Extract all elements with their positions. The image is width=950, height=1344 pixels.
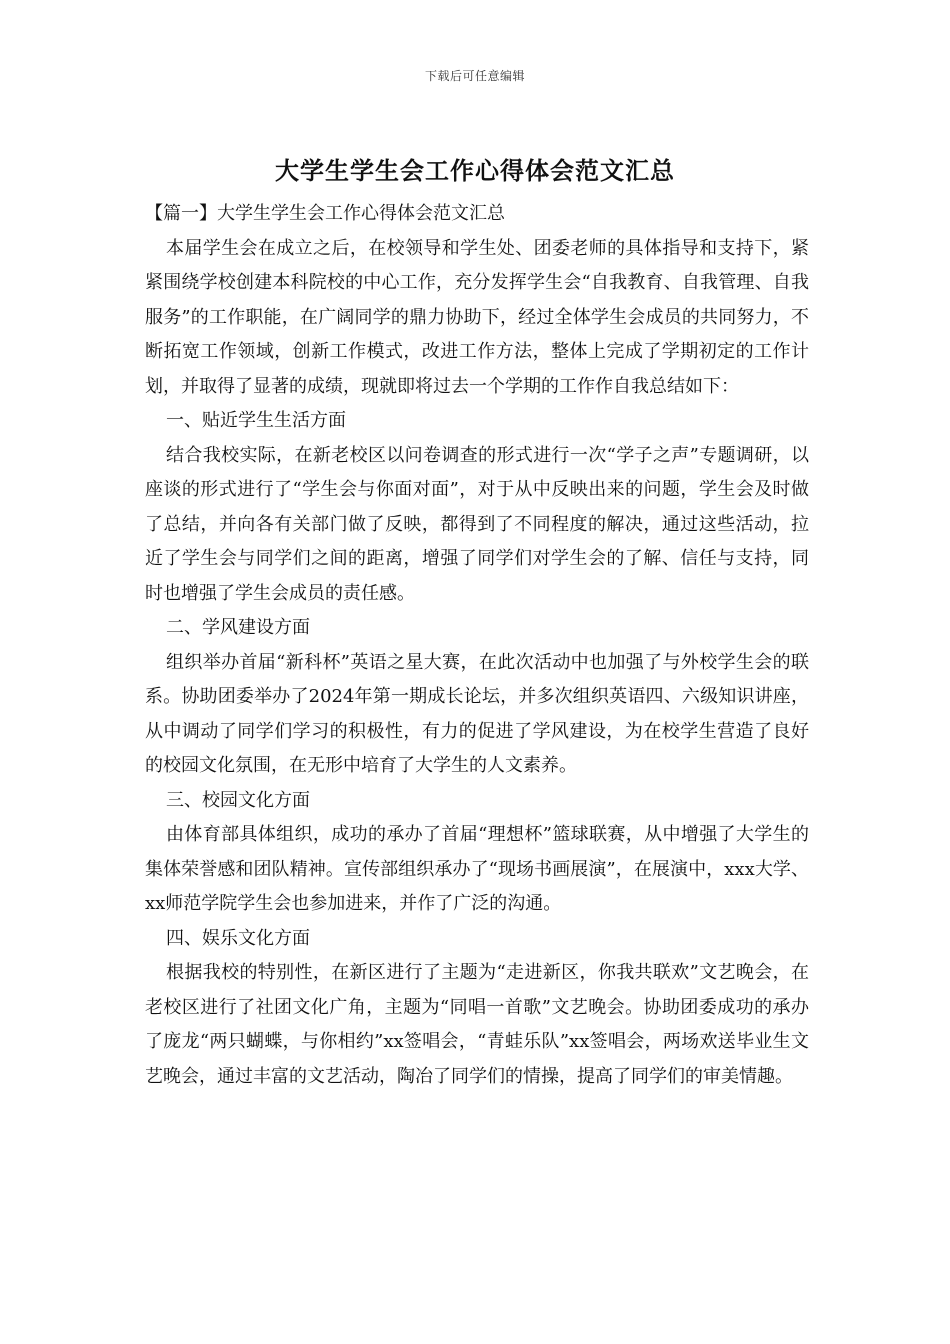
section-label: 【篇一】大学生学生会工作心得体会范文汇总 <box>145 203 505 224</box>
paragraph-campus-culture: 由体育部具体组织，成功的承办了首届“理想杯”篮球联赛，从中增强了大学生的集体荣誉感和团队精神。宣传部组织承办了“现场书画展演”，在展演中，xxx大学、xx师范学院学生会也参加进来，并作了广泛的沟通。 <box>145 824 809 914</box>
header-note: 下载后可任意编辑 <box>424 69 525 83</box>
heading-campus-culture: 三、校园文化方面 <box>166 789 310 811</box>
paragraph-study-style: 组织举办首届“新科杯”英语之星大赛，在此次活动中也加强了与外校学生会的联系。协助团委举办了2024年第一期成长论坛，并多次组织英语四、六级知识讲座，从中调动了同学们学习的积极性，有力的促进了学风建设，为在校学生营造了良好的校园文化氛围，在无形中培育了大学生的人文素养。 <box>145 651 809 776</box>
heading-student-life: 一、贴近学生生活方面 <box>166 410 346 431</box>
heading-study-style: 二、学风建设方面 <box>166 617 310 638</box>
document-body <box>145 197 809 1094</box>
paragraph-entertainment: 根据我校的特别性，在新区进行了主题为“走进新区，你我共联欢”文艺晚会，在老校区进行了社团文化广角，主题为“同唱一首歌”文艺晚会。协助团委成功的承办了庞龙“两只蝴蝶，与你相约”xx签唱会，“青蛙乐队”xx签唱会，两场欢送毕业生文艺晚会，通过丰富的文艺活动，陶冶了同学们的情操，提高了同学们的审美情趣。 <box>145 962 809 1087</box>
paragraph-student-life: 结合我校实际，在新老校区以问卷调查的形式进行一次“学子之声”专题调研，以座谈的形式进行了“学生会与你面对面”，对于从中反映出来的问题，学生会及时做了总结，并向各有关部门做了反映，都得到了不同程度的解决，通过这些活动，拉近了学生会与同学们之间的距离，增强了同学们对学生会的了解、信任与支持，同时也增强了学生会成员的责任感。 <box>145 444 809 604</box>
paragraph-intro: 本届学生会在成立之后，在校领导和学生处、团委老师的具体指导和支持下，紧紧围绕学校创建本科院校的中心工作，充分发挥学生会“自我教育、自我管理、自我服务”的工作职能，在广阔同学的鼎力协助下，经过全体学生会成员的共同努力，不断拓宽工作领域，创新工作模式，改进工作方法，整体上完成了学期初定的工作计划，并取得了显著的成绩，现就即将过去一个学期的工作作自我总结如下： <box>145 237 809 397</box>
heading-entertainment: 四、娱乐文化方面 <box>166 927 310 949</box>
document-title: 大学生学生会工作心得体会范文汇总 <box>275 156 675 185</box>
